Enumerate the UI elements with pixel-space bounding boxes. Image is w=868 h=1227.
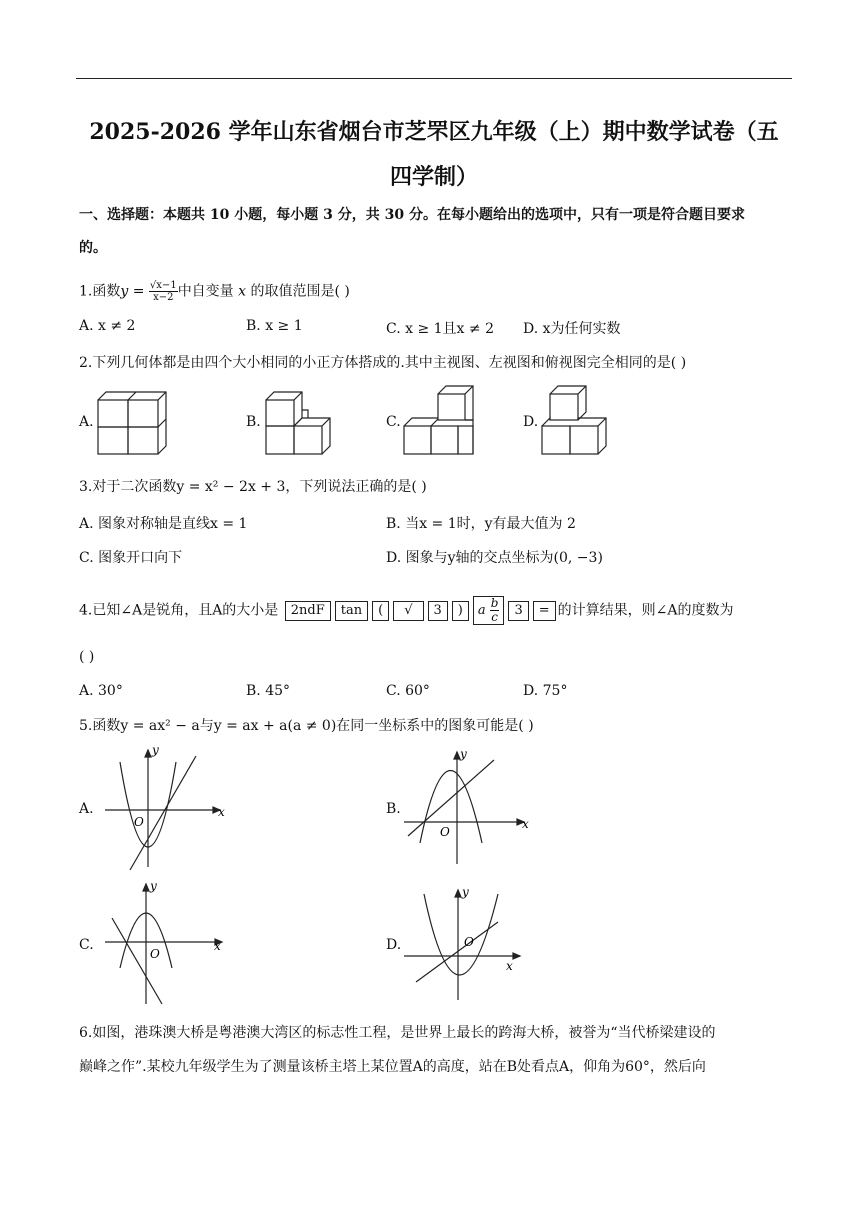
q3-option-c: C. 图象开口向下 (79, 550, 183, 566)
calc-key-2ndf: 2ndF (285, 601, 331, 621)
q5-graph-a (100, 742, 230, 872)
q2-label-d: D. (523, 414, 539, 430)
calc-key-equals: = (533, 601, 556, 621)
svg-text:y: y (460, 747, 467, 761)
q1-option-d: D. x为任何实数 (523, 321, 621, 337)
calc-key-3b: 3 (508, 601, 528, 621)
section-heading-cont: 的。 (79, 240, 107, 256)
svg-text:x: x (214, 939, 221, 953)
question-1-stem: 1.函数y = $\frac{√x-1}{x-2}$ 中自变量 x 的取值范围是( ) (79, 280, 350, 303)
calc-key-lparen: ( (372, 601, 389, 621)
question-5-stem: 5.函数y = ax² − a与y = ax + a(a ≠ 0)在同一坐标系中的图象可能是( ) (79, 718, 534, 734)
q1-option-a: A. x ≠ 2 (79, 318, 136, 334)
calc-key-3: 3 (428, 601, 448, 621)
calc-key-tan: tan (335, 601, 368, 621)
svg-text:O: O (464, 935, 474, 949)
fraction: $\frac{√x-1}{x-2}$ (149, 280, 177, 303)
q2-label-c: C. (386, 414, 401, 430)
q2-figure-d (540, 384, 610, 456)
question-2-stem: 2.下列几何体都是由四个大小相同的小正方体搭成的.其中主视图、左视图和俯视图完全相同的是( ) (79, 355, 687, 371)
q5-label-d: D. (386, 937, 402, 953)
section-heading: 一、选择题：本题共 10 小题，每小题 3 分，共 30 分。在每小题给出的选项中，只有一项是符合题目要求 (79, 207, 745, 223)
svg-text:x: x (218, 805, 225, 819)
question-4-stem: 4.已知∠A是锐角，且A的大小是 2ndF tan ( √ 3 ) a $\frac{b}{c}$ 3 = 的计算结果，则∠A的度数为 (79, 596, 734, 624)
q2-label-b: B. (246, 414, 261, 430)
question-6-line2: 巅峰之作”.某校九年级学生为了测量该桥主塔上某位置A的高度，站在B处看点A，仰角为60°，然后向 (79, 1059, 706, 1075)
svg-text:O: O (134, 815, 144, 829)
calc-key-rparen: ) (452, 601, 469, 621)
svg-text:O: O (150, 947, 160, 961)
svg-text:y: y (150, 879, 157, 893)
q2-figure-c (402, 384, 482, 456)
calc-key-sqrt: √ (393, 601, 423, 621)
q2-label-a: A. (79, 414, 94, 430)
q5-graph-b (402, 748, 532, 868)
svg-text:x: x (506, 959, 513, 973)
q5-label-b: B. (386, 801, 401, 817)
q4-option-d: D. 75° (523, 683, 568, 699)
q1-option-b: B. x ≥ 1 (246, 318, 303, 334)
paper-title-line2: 四学制） (389, 164, 478, 190)
svg-text:x: x (522, 817, 529, 831)
q4-option-c: C. 60° (386, 683, 430, 699)
q4-option-b: B. 45° (246, 683, 291, 699)
svg-text:y: y (462, 885, 469, 899)
q5-label-a: A. (79, 801, 94, 817)
q5-graph-c (100, 878, 230, 1008)
question-3-stem: 3.对于二次函数y = x² − 2x + 3，下列说法正确的是( ) (79, 479, 427, 495)
q3-option-a: A. 图象对称轴是直线x = 1 (79, 516, 248, 532)
q4-option-a: A. 30° (79, 683, 123, 699)
q3-option-d: D. 图象与y轴的交点坐标为(0, −3) (386, 550, 603, 566)
question-6-line1: 6.如图，港珠澳大桥是粤港澳大湾区的标志性工程，是世界上最长的跨海大桥，被誉为“当代桥梁建设的 (79, 1025, 716, 1041)
q3-option-b: B. 当x = 1时，y有最大值为 2 (386, 516, 576, 532)
question-4-paren: ( ) (79, 649, 95, 665)
header-rule (76, 78, 792, 79)
q1-option-c: C. x ≥ 1且x ≠ 2 (386, 321, 494, 337)
calc-key-frac: a $\frac{b}{c}$ (473, 596, 505, 625)
svg-text:y: y (152, 743, 159, 757)
q5-graph-d (402, 886, 532, 1006)
q2-figure-b (264, 390, 334, 456)
svg-text:O: O (440, 825, 450, 839)
paper-title-line1: 2025-2026 学年山东省烟台市芝罘区九年级（上）期中数学试卷（五 (89, 119, 779, 145)
q5-label-c: C. (79, 937, 94, 953)
q2-figure-a (96, 390, 166, 456)
